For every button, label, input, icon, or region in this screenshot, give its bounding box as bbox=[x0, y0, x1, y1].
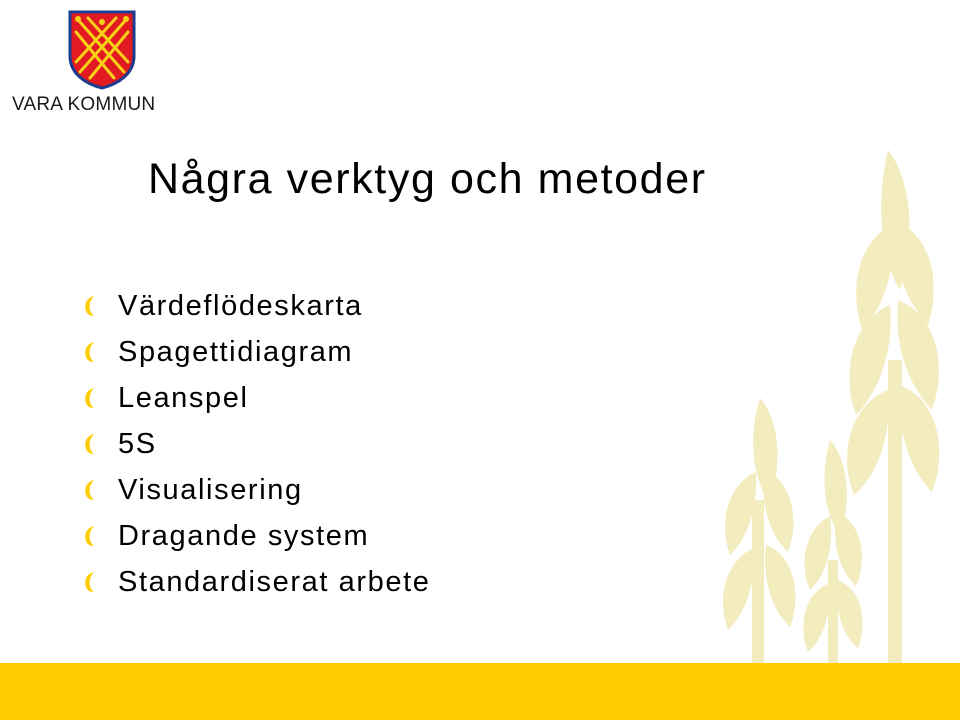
list-item bbox=[82, 513, 431, 559]
bullet-text: Dragande system bbox=[118, 519, 370, 552]
bullet-text: Värdeflödeskarta bbox=[118, 289, 363, 322]
crescent-bullet-icon bbox=[82, 341, 98, 363]
crescent-bullet-icon bbox=[82, 387, 98, 409]
crescent-bullet-icon bbox=[82, 525, 98, 547]
organization-name: VARA KOMMUN bbox=[12, 94, 156, 115]
logo bbox=[10, 6, 180, 116]
crescent-bullet-icon bbox=[82, 571, 98, 593]
list-item bbox=[82, 329, 431, 375]
list-item bbox=[82, 559, 431, 605]
bullet-list bbox=[82, 283, 431, 605]
list-item bbox=[82, 375, 431, 421]
coat-of-arms-icon bbox=[68, 10, 136, 90]
slide-title: Några verktyg och metoder bbox=[148, 155, 707, 203]
wheat-icon bbox=[680, 140, 960, 665]
bullet-text: 5S bbox=[118, 427, 157, 460]
crescent-bullet-icon bbox=[82, 295, 98, 317]
bullet-text: Spagettidiagram bbox=[118, 335, 354, 368]
list-item bbox=[82, 421, 431, 467]
bullet-text: Standardiserat arbete bbox=[118, 565, 431, 598]
bullet-text: Visualisering bbox=[118, 473, 303, 506]
bullet-text: Leanspel bbox=[118, 381, 249, 414]
crescent-bullet-icon bbox=[82, 433, 98, 455]
crescent-bullet-icon bbox=[82, 479, 98, 501]
footer-band bbox=[0, 663, 960, 720]
list-item bbox=[82, 283, 431, 329]
list-item bbox=[82, 467, 431, 513]
